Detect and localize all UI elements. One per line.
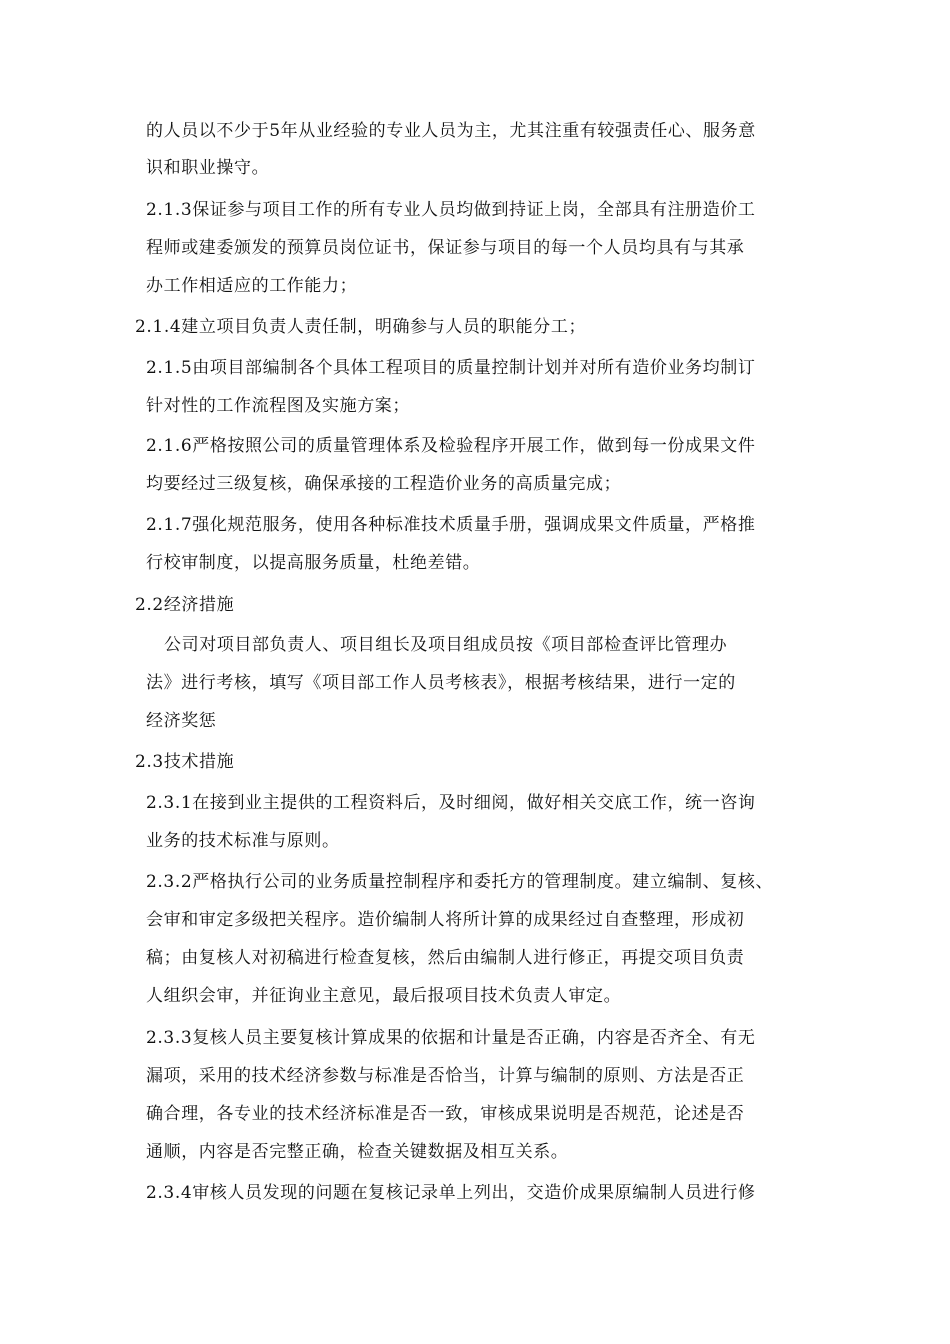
section-heading: 2.2经济措施 bbox=[135, 595, 235, 615]
text-line: 行校审制度，以提高服务质量，杜绝差错。 bbox=[146, 553, 481, 573]
text-line: 通顺，内容是否完整正确，检查关键数据及相互关系。 bbox=[146, 1142, 569, 1162]
text-line: 2.3.4审核人员发现的问题在复核记录单上列出，交造价成果原编制人员进行修 bbox=[146, 1183, 756, 1203]
text-line: 2.1.3保证参与项目工作的所有专业人员均做到持证上岗，全部具有注册造价工 bbox=[146, 200, 756, 220]
text-line: 会审和审定多级把关程序。造价编制人将所计算的成果经过自查整理，形成初 bbox=[146, 910, 745, 930]
text-line: 漏项，采用的技术经济参数与标准是否恰当，计算与编制的原则、方法是否正 bbox=[146, 1066, 745, 1086]
section-heading: 2.3技术措施 bbox=[135, 752, 235, 772]
text-line: 法》进行考核，填写《项目部工作人员考核表》，根据考核结果，进行一定的 bbox=[146, 673, 736, 693]
text-line: 程师或建委颁发的预算员岗位证书，保证参与项目的每一个人员均具有与其承 bbox=[146, 238, 745, 258]
text-line: 识和职业操守。 bbox=[146, 158, 270, 178]
text-line: 2.3.2严格执行公司的业务质量控制程序和委托方的管理制度。建立编制、复核、 bbox=[146, 872, 774, 892]
text-line: 业务的技术标准与原则。 bbox=[146, 831, 340, 851]
text-line: 办工作相适应的工作能力； bbox=[146, 276, 358, 296]
text-line: 2.1.5由项目部编制各个具体工程项目的质量控制计划并对所有造价业务均制订 bbox=[146, 358, 756, 378]
text-line: 人组织会审，并征询业主意见，最后报项目技术负责人审定。 bbox=[146, 986, 622, 1006]
text-line: 经济奖惩 bbox=[146, 711, 217, 731]
text-line: 2.3.3复核人员主要复核计算成果的依据和计量是否正确，内容是否齐全、有无 bbox=[146, 1028, 756, 1048]
text-line: 的人员以不少于5年从业经验的专业人员为主，尤其注重有较强责任心、服务意 bbox=[146, 121, 756, 141]
text-line: 2.3.1在接到业主提供的工程资料后，及时细阅，做好相关交底工作，统一咨询 bbox=[146, 793, 756, 813]
text-line: 稿；由复核人对初稿进行检查复核，然后由编制人进行修正，再提交项目负责 bbox=[146, 948, 745, 968]
text-line: 确合理，各专业的技术经济标准是否一致，审核成果说明是否规范，论述是否 bbox=[146, 1104, 745, 1124]
text-line: 公司对项目部负责人、项目组长及项目组成员按《项目部检查评比管理办 bbox=[164, 635, 728, 655]
text-line: 针对性的工作流程图及实施方案； bbox=[146, 396, 410, 416]
text-line: 2.1.7强化规范服务，使用各种标准技术质量手册，强调成果文件质量，严格推 bbox=[146, 515, 756, 535]
text-line: 2.1.4建立项目负责人责任制，明确参与人员的职能分工； bbox=[135, 317, 587, 337]
text-line: 均要经过三级复核，确保承接的工程造价业务的高质量完成； bbox=[146, 474, 622, 494]
text-line: 2.1.6严格按照公司的质量管理体系及检验程序开展工作，做到每一份成果文件 bbox=[146, 436, 756, 456]
